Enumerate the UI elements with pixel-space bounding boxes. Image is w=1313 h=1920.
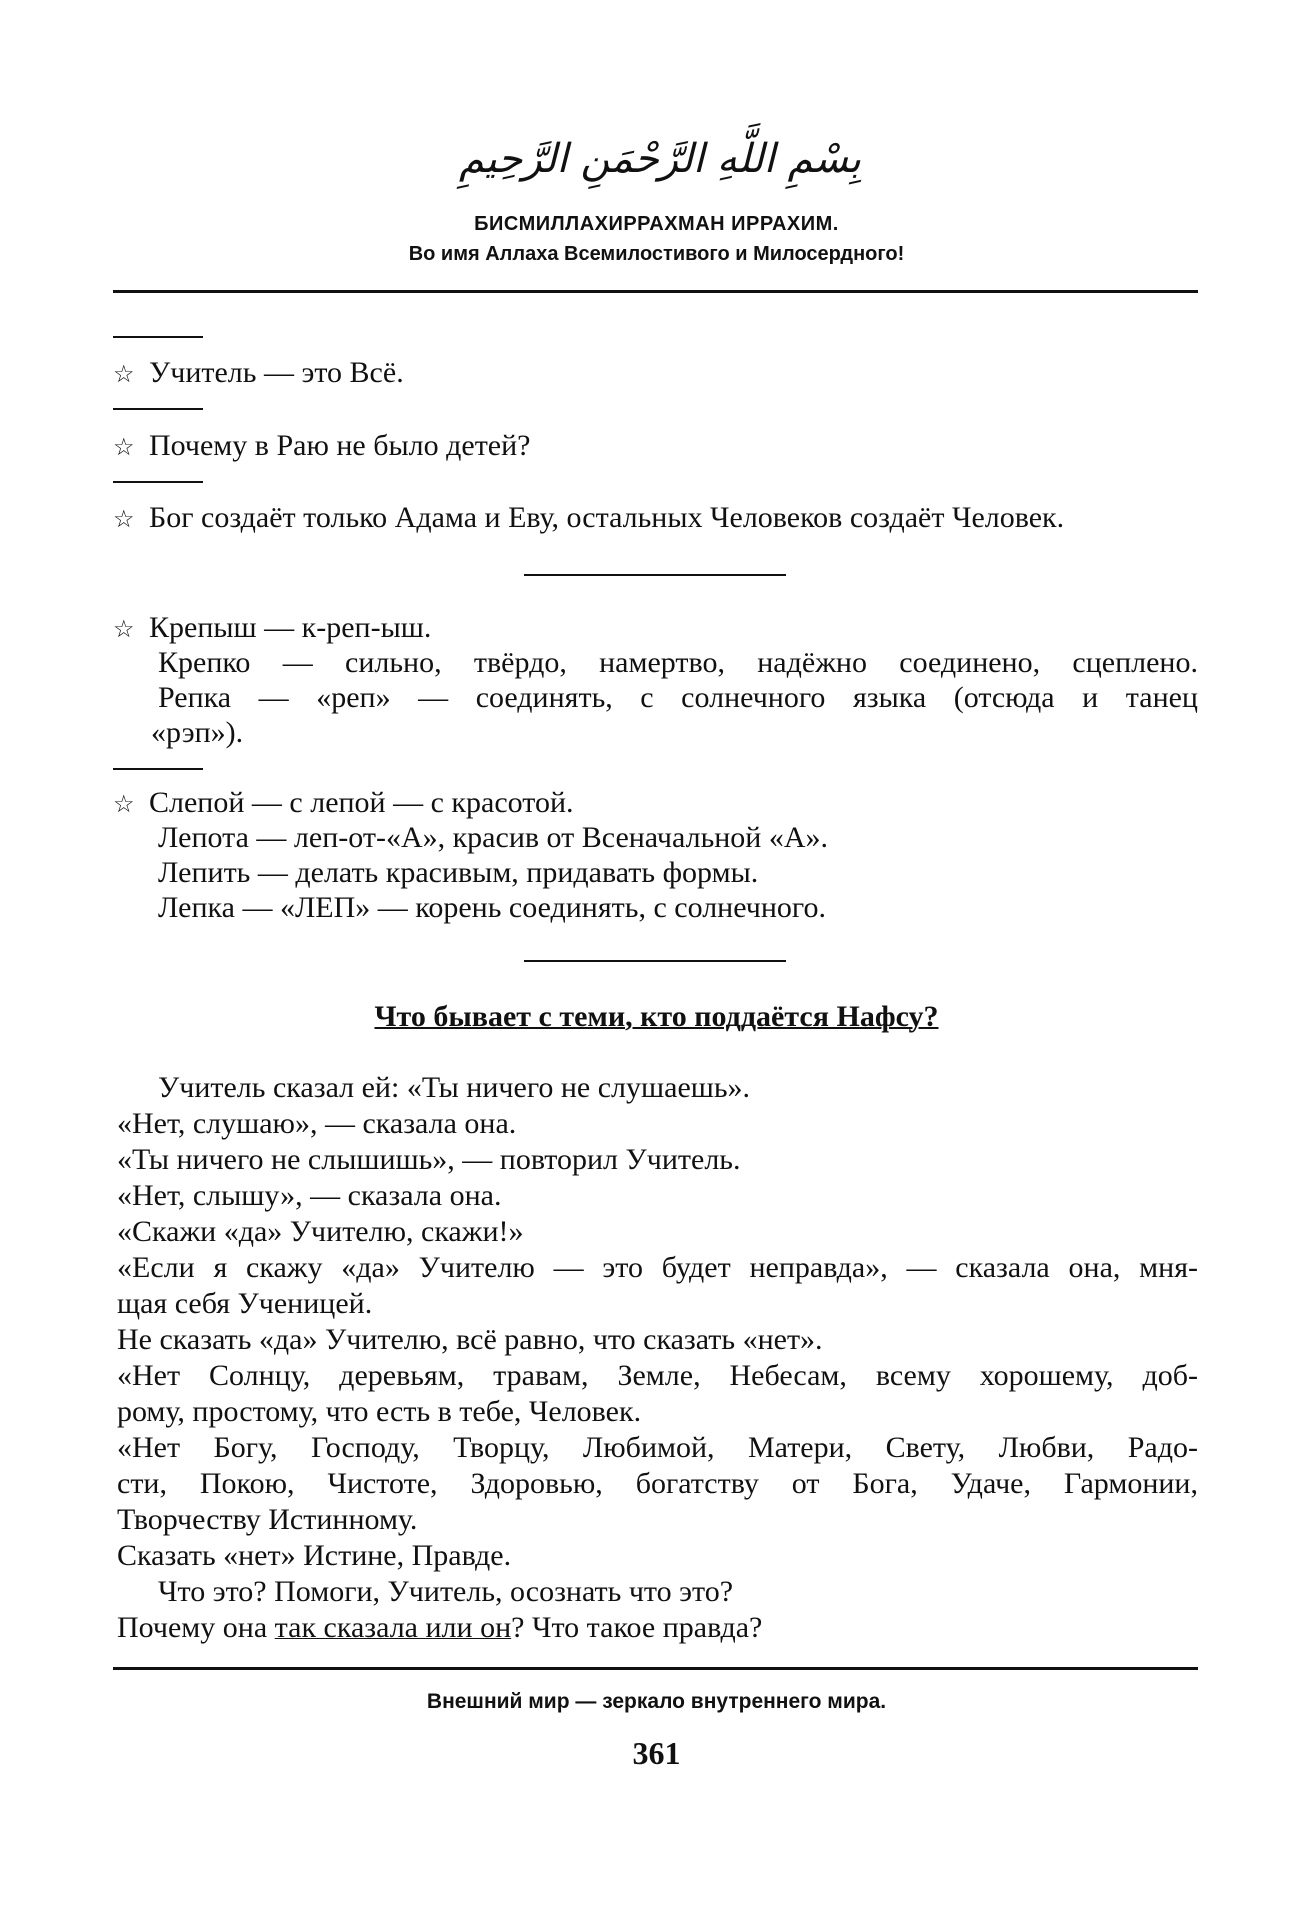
slepoy-line: Лепить — делать красивым, придавать формы. xyxy=(158,856,759,889)
story-line: «Ты ничего не слышишь», — повторил Учитель. xyxy=(117,1143,741,1176)
story-line: Творчеству Истинному. xyxy=(117,1503,418,1536)
header-divider xyxy=(113,290,1198,293)
story-line: «Нет, слышу», — сказала она. xyxy=(117,1179,502,1212)
story-line: Не сказать «да» Учителю, всё равно, что сказать «нет». xyxy=(117,1323,823,1356)
story-line: сти, Покою, Чистоте, Здоровью, богатству от Бога, Удаче, Гармонии, xyxy=(117,1467,1198,1500)
section-divider xyxy=(524,574,786,576)
short-divider xyxy=(113,768,203,770)
story-line: щая себя Ученицей. xyxy=(117,1287,373,1320)
bismillah-calligraphy xyxy=(458,100,862,210)
short-divider xyxy=(113,408,203,410)
krepysh-line: Крепко — сильно, твёрдо, намертво, надёжно соединено, сцеплено. xyxy=(158,646,1198,679)
short-divider xyxy=(113,336,203,338)
story-line: «Нет Солнцу, деревьям, травам, Земле, Небесам, всему хорошему, доб- xyxy=(117,1359,1198,1392)
slepoy-line: Лепота — леп-от-«А», красив от Всеначальной «А». xyxy=(158,821,829,854)
krepysh-title: ☆ Крепыш — к-реп-ыш. xyxy=(113,610,431,648)
footer-divider xyxy=(113,1667,1198,1670)
story-segment: Почему она xyxy=(117,1611,275,1644)
story-line: «Если я скажу «да» Учителю — это будет неправда», — сказала она, мня- xyxy=(117,1251,1198,1284)
short-divider xyxy=(113,481,203,483)
krepysh-line: «рэп»). xyxy=(151,716,244,749)
saying-item xyxy=(113,428,531,466)
saying-item xyxy=(113,500,1064,538)
story-line: Учитель сказал ей: «Ты ничего не слушаешь». xyxy=(158,1071,751,1104)
header-title: БИСМИЛЛАХИРРАХМАН ИРРАХИМ. xyxy=(474,213,839,235)
story-line: «Нет, слушаю», — сказала она. xyxy=(117,1107,517,1140)
slepoy-line: Лепка — «ЛЕП» — корень соединять, с солнечного. xyxy=(158,891,826,924)
header-subtitle: Во имя Аллаха Всемилостивого и Милосердного! xyxy=(408,243,905,265)
story-line: Что это? Помоги, Учитель, осознать что это? xyxy=(158,1575,734,1608)
saying-item xyxy=(113,355,404,393)
page-number: 361 xyxy=(632,1735,681,1771)
saying-text: Учитель — это Всё. xyxy=(149,356,404,389)
star-icon: ☆ xyxy=(113,507,135,533)
section-divider xyxy=(524,960,786,962)
slepoy-title: ☆ Слепой — с лепой — с красотой. xyxy=(113,785,574,823)
star-icon: ☆ xyxy=(113,362,135,388)
story-line: Сказать «нет» Истине, Правде. xyxy=(117,1539,512,1572)
section-heading: Что бывает с теми, кто поддаётся Нафсу? xyxy=(374,1000,939,1033)
story-line xyxy=(117,1610,762,1646)
saying-text: Почему в Раю не было детей? xyxy=(149,429,531,462)
star-icon: ☆ xyxy=(113,792,135,818)
story-line: «Нет Богу, Господу, Творцу, Любимой, Матери, Свету, Любви, Радо- xyxy=(117,1431,1198,1464)
calligraphy-text: بِسْمِ اللَّهِ الرَّحْمَنِ الرَّحِيمِ xyxy=(458,136,862,182)
footer-quote: Внешний мир — зеркало внутреннего мира. xyxy=(426,1690,887,1713)
story-line: «Скажи «да» Учителю, скажи!» xyxy=(117,1215,524,1248)
krepysh-line: Репка — «реп» — соединять, с солнечного языка (отсюда и танец xyxy=(158,681,1198,714)
saying-text: Бог создаёт только Адама и Еву, остальных Человеков создаёт Человек. xyxy=(149,501,1065,534)
story-line: рому, простому, что есть в тебе, Человек. xyxy=(117,1395,642,1428)
star-icon: ☆ xyxy=(113,435,135,461)
star-icon: ☆ xyxy=(113,617,135,643)
underlined-segment: так сказала или он xyxy=(274,1611,512,1644)
story-segment: ? Что такое правда? xyxy=(511,1611,763,1644)
